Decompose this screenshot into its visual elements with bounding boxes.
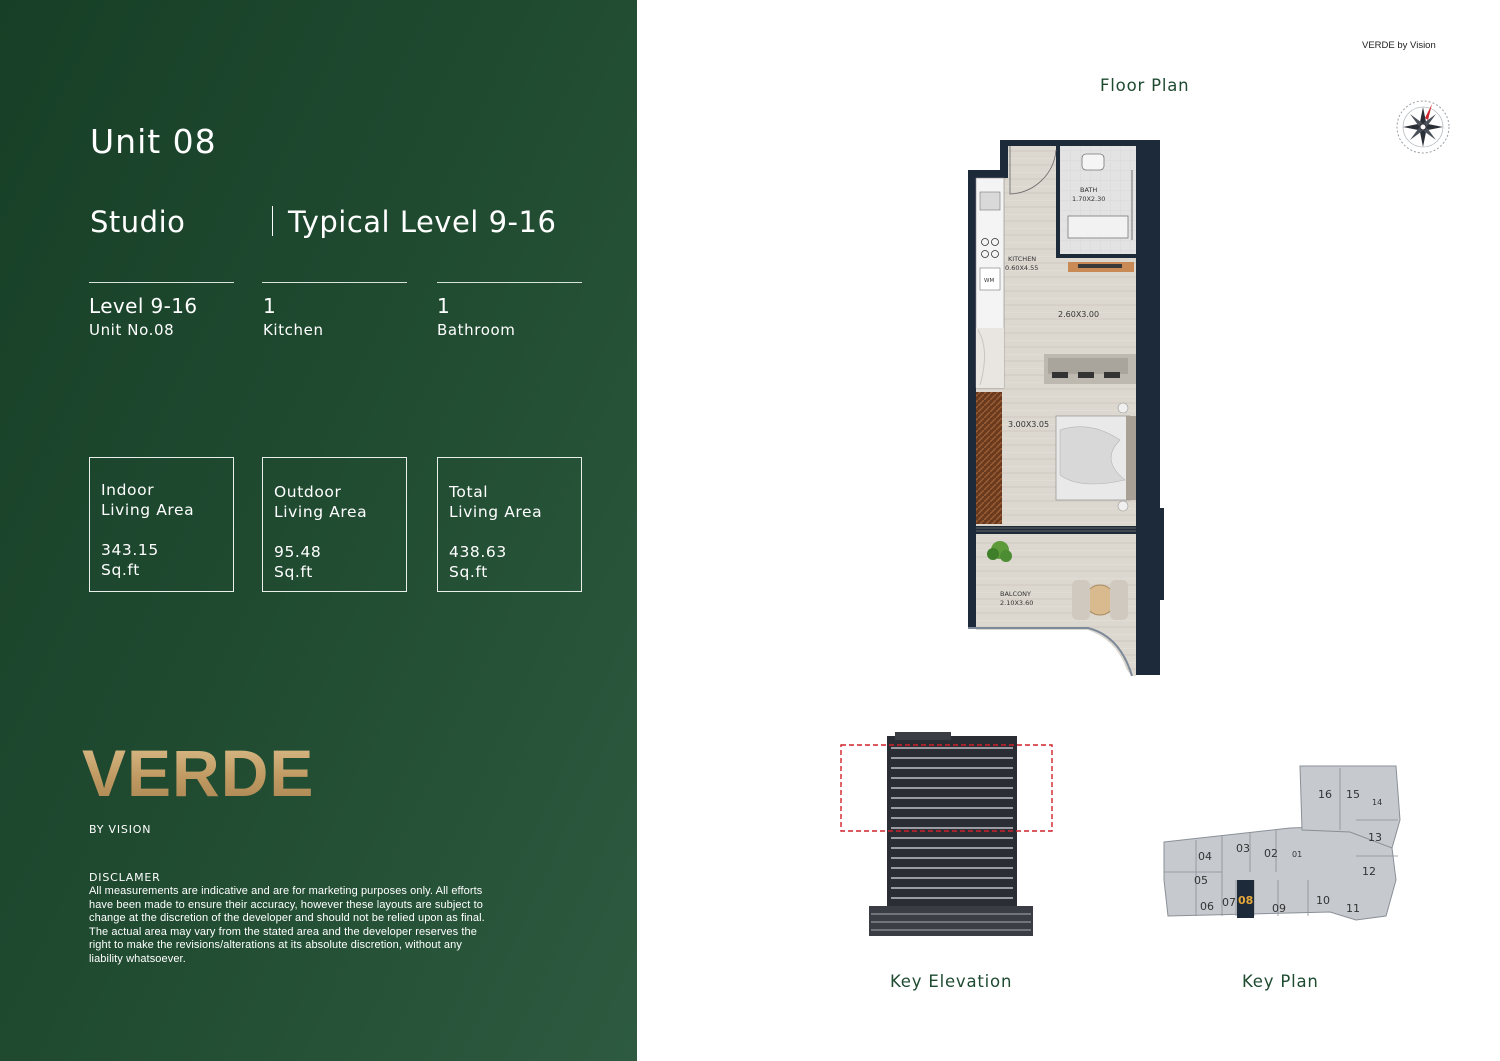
stat-kitchen <box>263 294 324 339</box>
area-value: 438.63 <box>449 543 507 561</box>
area-label: Living Area <box>274 503 368 521</box>
area-label: Indoor <box>101 481 155 499</box>
key-plan-unit: 13 <box>1368 831 1382 844</box>
floor-plan-drawing <box>960 130 1170 680</box>
key-plan-title: Key Plan <box>1242 972 1319 991</box>
stat-value: 1 <box>263 294 277 318</box>
key-plan-unit: 16 <box>1318 788 1332 801</box>
key-plan-unit: 06 <box>1200 900 1214 913</box>
floor-plan-title: Floor Plan <box>1100 76 1190 95</box>
area-box-indoor <box>89 457 234 592</box>
divider <box>262 282 407 283</box>
level-heading-text: Typical Level 9-16 <box>288 205 557 239</box>
area-label: Outdoor <box>274 483 342 501</box>
unit-type: Studio <box>90 205 186 239</box>
key-plan-unit: 04 <box>1198 850 1212 863</box>
divider <box>272 206 273 236</box>
key-plan-unit: 07 <box>1222 896 1236 909</box>
key-plan-unit: 05 <box>1194 874 1208 887</box>
area-value: 95.48 <box>274 543 322 561</box>
disclaimer-text <box>89 885 579 967</box>
disclaimer-line: change at the discretion of the developer and should not be relied upon as final. <box>89 912 485 925</box>
area-label: Living Area <box>101 501 195 519</box>
disclaimer-line: right to make the revisions/alterations at its absolute discretion, without any <box>89 939 462 952</box>
info-panel <box>0 0 637 1061</box>
area-unit: Sq.ft <box>101 561 140 579</box>
disclaimer-line: liability whatsoever. <box>89 952 186 965</box>
key-plan-unit: 01 <box>1292 850 1303 859</box>
area-value: 343.15 <box>101 541 159 559</box>
kitchen-dimension: 0.60X4.55 <box>1005 264 1039 272</box>
living-dimension: 2.60X3.00 <box>1058 310 1100 319</box>
key-elevation-drawing <box>835 728 1060 940</box>
disclaimer-line: The actual area may vary from the stated area and the developer reserves the <box>89 925 477 938</box>
divider <box>89 282 234 283</box>
balcony-label: BALCONY <box>1000 590 1032 598</box>
key-plan-unit: 10 <box>1316 894 1330 907</box>
top-brand: VERDE by Vision <box>1362 40 1436 51</box>
unit-title: Unit 08 <box>90 122 217 161</box>
key-plan-drawing <box>1160 760 1405 940</box>
stat-level <box>89 294 198 339</box>
key-plan-unit: 09 <box>1272 902 1286 915</box>
bedroom-dimension: 3.00X3.05 <box>1008 420 1050 429</box>
area-box-total <box>437 457 582 592</box>
key-plan-unit: 14 <box>1372 798 1383 807</box>
key-plan-unit: 02 <box>1264 847 1278 860</box>
divider <box>437 282 582 283</box>
area-label: Total <box>449 483 489 501</box>
bath-dimension: 1.70X2.30 <box>1072 195 1106 203</box>
key-plan-unit: 03 <box>1236 842 1250 855</box>
kitchen-label: KITCHEN <box>1008 255 1037 263</box>
area-label: Living Area <box>449 503 543 521</box>
stat-value: 1 <box>437 294 451 318</box>
key-plan-unit-highlight: 08 <box>1238 894 1254 907</box>
stat-label: Unit No.08 <box>89 321 175 339</box>
disclaimer-line: All measurements are indicative and are for marketing purposes only. All efforts <box>89 885 483 897</box>
brand-logo: VERDE <box>82 736 315 810</box>
stat-label: Bathroom <box>437 321 516 339</box>
disclaimer-line: have been made to ensure their accuracy, however these layouts are subject to <box>89 898 483 911</box>
area-unit: Sq.ft <box>274 563 313 581</box>
area-box-outdoor <box>262 457 407 592</box>
compass-icon <box>1388 96 1458 158</box>
disclaimer-title: DISCLAMER <box>89 871 161 884</box>
key-elevation-title: Key Elevation <box>890 972 1013 991</box>
stat-bathroom <box>437 294 515 339</box>
key-plan-unit: 12 <box>1362 865 1376 878</box>
key-plan-unit: 11 <box>1346 902 1360 915</box>
stat-label: Kitchen <box>263 321 324 339</box>
stat-value: Level 9-16 <box>89 294 198 318</box>
balcony-dimension: 2.10X3.60 <box>1000 599 1034 607</box>
key-plan-unit: 15 <box>1346 788 1360 801</box>
washer-label: WM <box>984 278 995 284</box>
area-unit: Sq.ft <box>449 563 488 581</box>
level-heading <box>272 205 556 239</box>
brand-subtitle: BY VISION <box>89 823 152 836</box>
bath-label: BATH <box>1080 186 1098 194</box>
